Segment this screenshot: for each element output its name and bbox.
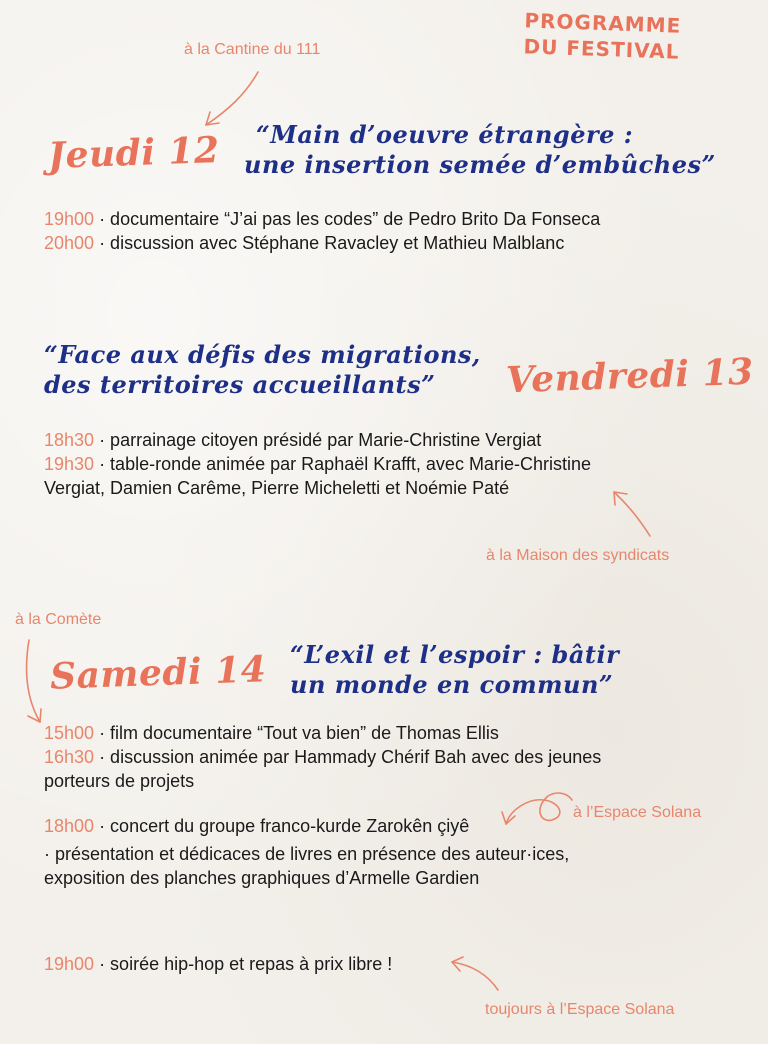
event-text: · film documentaire “Tout va bien” de Thomas Ellis	[94, 723, 499, 743]
event-text: · soirée hip-hop et repas à prix libre !	[94, 954, 393, 974]
day-vendredi: Vendredi 13	[505, 350, 755, 402]
event-time: 15h00	[44, 723, 95, 743]
event-text: · documentaire “J’ai pas les codes” de Pedro Brito Da Fonseca	[94, 209, 601, 229]
event-time: 20h00	[44, 233, 95, 253]
event-text: · table-ronde animée par Raphaël Krafft, avec Marie-Christine	[94, 454, 591, 474]
venue-maison-syndicats: à la Maison des syndicats	[486, 547, 670, 564]
theme-vendredi-line2: des territoires accueillants”	[44, 370, 436, 399]
venue-espace-solana-again: toujours à l’Espace Solana	[485, 1001, 675, 1018]
event-time: 19h30	[44, 454, 95, 474]
day-samedi: Samedi 14	[49, 648, 267, 698]
event-text: · concert du groupe franco-kurde Zarokên çiyê	[94, 816, 470, 836]
event-text: · discussion animée par Hammady Chérif Bah avec des jeunes	[94, 747, 602, 767]
theme-samedi-line2: un monde en commun”	[290, 670, 614, 699]
venue-cantine: à la Cantine du 111	[184, 41, 321, 58]
festival-title-line2: DU FESTIVAL	[523, 34, 680, 64]
event-row-continued: porteurs de projets	[44, 771, 195, 791]
day-jeudi: Jeudi 12	[47, 129, 221, 177]
venue-espace-solana: à l’Espace Solana	[573, 804, 702, 821]
event-time: 18h30	[44, 430, 95, 450]
festival-title-line1: PROGRAMME	[524, 8, 682, 38]
presentation-line1: · présentation et dédicaces de livres en présence des auteur·ices,	[44, 844, 570, 864]
event-text: · parrainage citoyen présidé par Marie-Christine Vergiat	[94, 430, 542, 450]
theme-samedi-line1: “L’exil et l’espoir : bâtir	[290, 640, 620, 669]
event-time: 19h00	[44, 954, 95, 974]
theme-jeudi-line2: une insertion semée d’embûches”	[244, 150, 716, 179]
presentation-line2: exposition des planches graphiques d’Armelle Gardien	[44, 868, 480, 888]
event-row-continued: Vergiat, Damien Carême, Pierre Micheletti et Noémie Paté	[44, 478, 510, 498]
event-text: · discussion avec Stéphane Ravacley et Mathieu Malblanc	[94, 233, 565, 253]
venue-comete: à la Comète	[15, 611, 102, 628]
event-time: 19h00	[44, 209, 95, 229]
theme-jeudi-line1: “Main d’oeuvre étrangère :	[256, 120, 634, 149]
event-time: 18h00	[44, 816, 95, 836]
event-time: 16h30	[44, 747, 95, 767]
theme-vendredi-line1: “Face aux défis des migrations,	[44, 340, 481, 369]
